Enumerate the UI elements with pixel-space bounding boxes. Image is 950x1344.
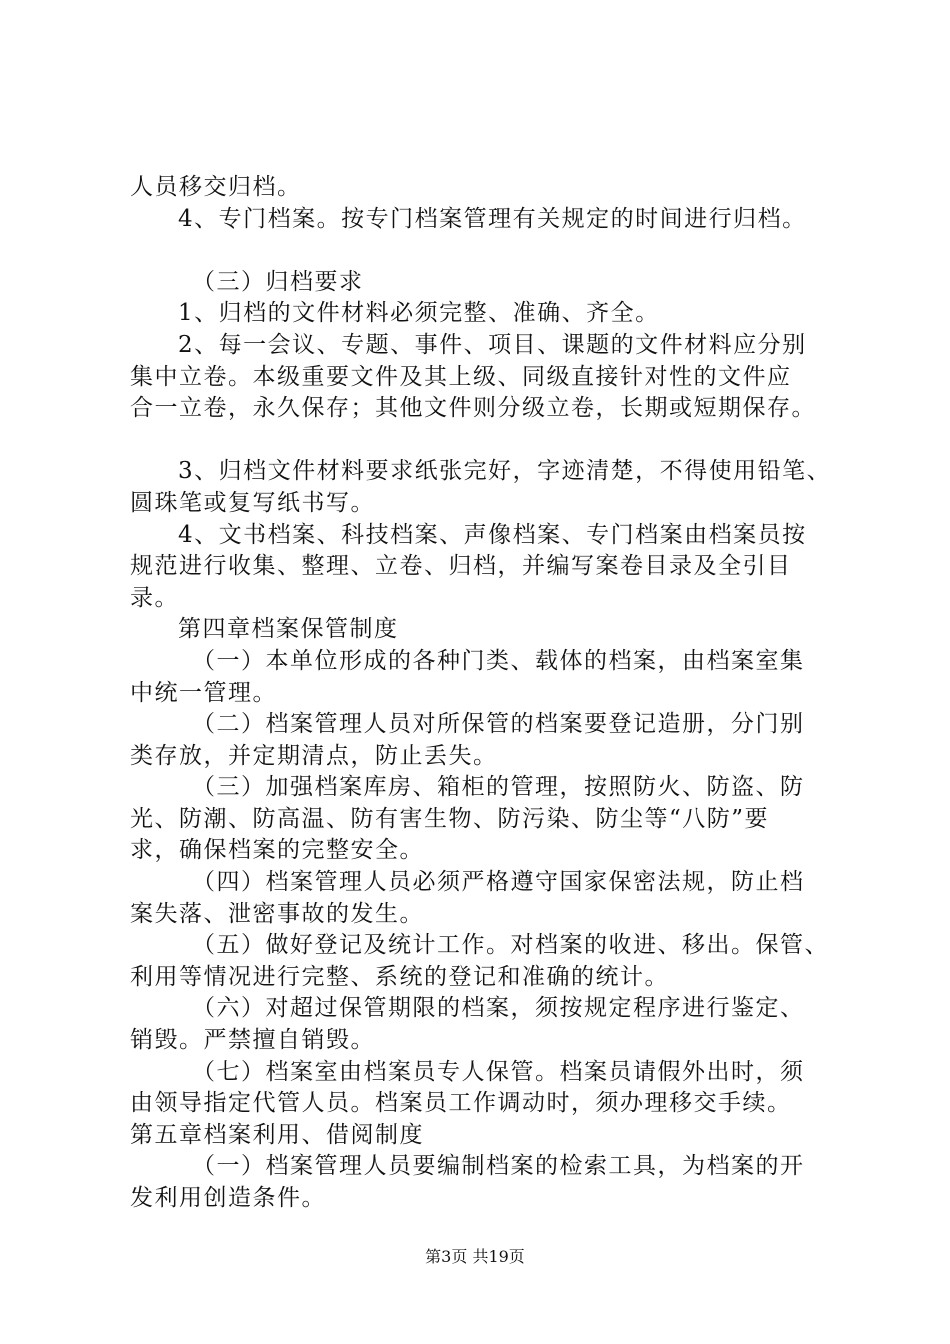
- text-line: （四）档案管理人员必须严格遵守国家保密法规，防止档: [192, 869, 805, 896]
- text-line: 类存放，并定期清点，防止丢失。: [130, 742, 498, 769]
- text-line: 4、专门档案。按专门档案管理有关规定的时间进行归档。: [178, 205, 807, 232]
- text-line: （一）本单位形成的各种门类、载体的档案，由档案室集: [192, 647, 805, 674]
- text-line: 1、归档的文件材料必须完整、准确、齐全。: [178, 300, 660, 327]
- chapter-heading: 第五章档案利用、借阅制度: [130, 1121, 424, 1148]
- text-line: 利用等情况进行完整、系统的登记和准确的统计。: [130, 963, 669, 990]
- text-line: 3、归档文件材料要求纸张完好，字迹清楚，不得使用铅笔、: [178, 458, 832, 485]
- document-body: [130, 172, 850, 1215]
- text-line: （五）做好登记及统计工作。对档案的收进、移出。保管、: [192, 932, 829, 959]
- text-line: 人员移交归档。: [130, 174, 302, 200]
- text-line: 圆珠笔或复写纸书写。: [130, 489, 375, 516]
- text-line: （三）加强档案库房、箱柜的管理，按照防火、防盗、防: [192, 774, 805, 801]
- text-line: 中统一管理。: [130, 679, 277, 706]
- text-line: （七）档案室由档案员专人保管。档案员请假外出时，须: [192, 1058, 805, 1085]
- text-line: 录。: [130, 584, 179, 611]
- text-line: 由领导指定代管人员。档案员工作调动时，须办理移交手续。: [130, 1090, 792, 1117]
- text-line: 发利用创造条件。: [130, 1185, 326, 1211]
- text-line: 销毁。严禁擅自销毁。: [130, 1027, 375, 1054]
- page-number-footer: 第3页 共19页: [425, 1247, 525, 1266]
- text-line: （六）对超过保管期限的档案，须按规定程序进行鉴定、: [192, 995, 805, 1022]
- text-line: 集中立卷。本级重要文件及其上级、同级直接针对性的文件应: [130, 363, 792, 390]
- text-line: （二）档案管理人员对所保管的档案要登记造册，分门别: [192, 711, 805, 738]
- section-heading: （三）归档要求: [192, 268, 364, 295]
- text-line: 求，确保档案的完整安全。: [130, 837, 424, 864]
- text-line: 2、每一会议、专题、事件、项目、课题的文件材料应分别: [178, 331, 807, 358]
- text-line: 合一立卷，永久保存；其他文件则分级立卷，长期或短期保存。: [130, 395, 816, 422]
- text-line: 规范进行收集、整理、立卷、归档，并编写案卷目录及全引目: [130, 553, 792, 580]
- text-line: 4、文书档案、科技档案、声像档案、专门档案由档案员按: [178, 521, 807, 548]
- text-line: 案失落、泄密事故的发生。: [130, 900, 424, 927]
- text-line: 光、防潮、防高温、防有害生物、防污染、防尘等“八防”要: [130, 805, 770, 832]
- chapter-heading: 第四章档案保管制度: [178, 616, 399, 643]
- text-line: （一）档案管理人员要编制档案的检索工具，为档案的开: [192, 1153, 805, 1180]
